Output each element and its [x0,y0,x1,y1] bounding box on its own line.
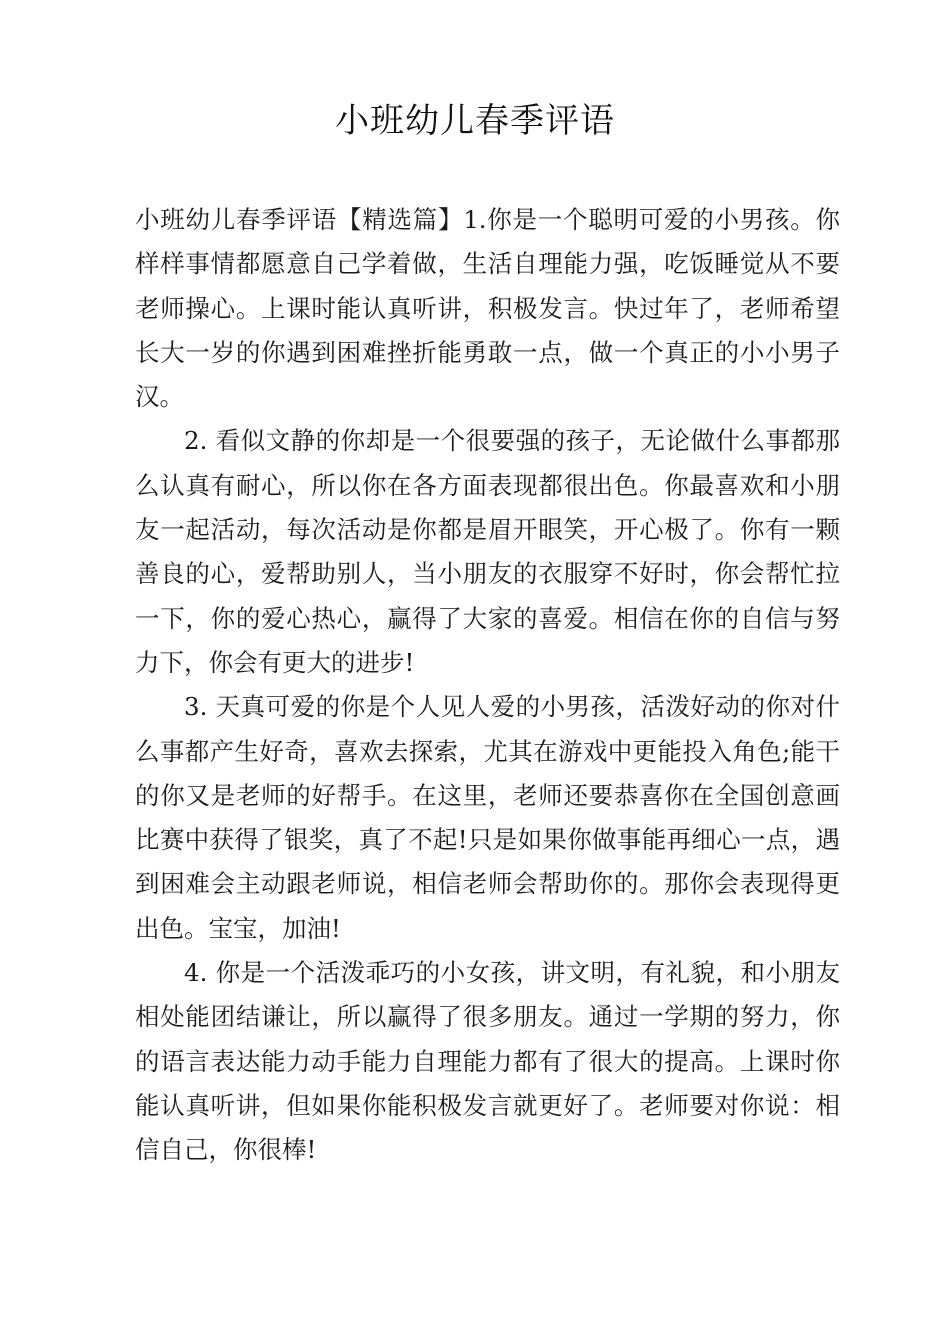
paragraph-1: 小班幼儿春季评语【精选篇】1.你是一个聪明可爱的小男孩。你样样事情都愿意自己学着做，生活自理能力强，吃饭睡觉从不要老师操心。上课时能认真听讲，积极发言。快过年了，老师希望长大一岁的你遇到困难挫折能勇敢一点，做一个真正的小小男子汉。 [135,205,840,412]
document-body [135,198,840,1173]
paragraph-4: 4. 你是一个活泼乖巧的小女孩，讲文明，有礼貌，和小朋友相处能团结谦让，所以赢得了很多朋友。通过一学期的努力，你的语言表达能力动手能力自理能力都有了很大的提高。上课时你能认真听讲，但如果你能积极发言就更好了。老师要对你说：相信自己，你很棒! [135,958,840,1165]
paragraph-2: 2. 看似文静的你却是一个很要强的孩子，无论做什么事都那么认真有耐心，所以你在各方面表现都很出色。你最喜欢和小朋友一起活动，每次活动是你都是眉开眼笑，开心极了。你有一颗善良的心，爱帮助别人，当小朋友的衣服穿不好时，你会帮忙拉一下，你的爱心热心，赢得了大家的喜爱。相信在你的自信与努力下，你会有更大的进步! [135,426,840,677]
paragraph-3: 3. 天真可爱的你是个人见人爱的小男孩，活泼好动的你对什么事都产生好奇，喜欢去探索，尤其在游戏中更能投入角色;能干的你又是老师的好帮手。在这里，老师还要恭喜你在全国创意画比赛中获得了银奖，真了不起!只是如果你做事能再细心一点，遇到困难会主动跟老师说，相信老师会帮助你的。那你会表现得更出色。宝宝，加油! [135,692,840,943]
document-title: 小班幼儿春季评语 [335,101,615,141]
